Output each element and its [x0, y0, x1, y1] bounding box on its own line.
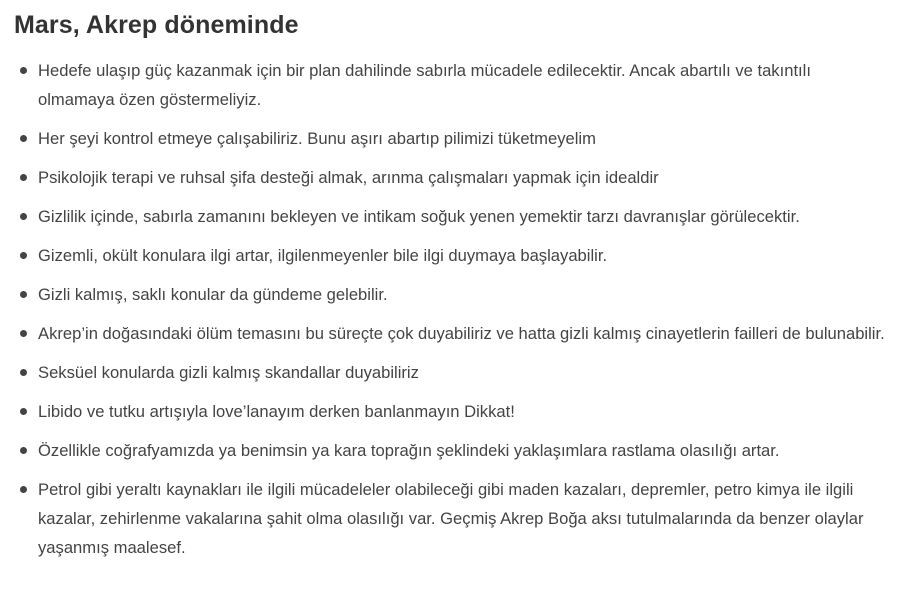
list-item: [14, 56, 886, 114]
list-item: [14, 163, 886, 192]
list-item: [14, 397, 886, 426]
bullet-dot-icon: [20, 174, 27, 181]
list-item: [14, 124, 886, 153]
bullet-dot-icon: [20, 447, 27, 454]
list-item: [14, 280, 886, 309]
list-item: [14, 241, 886, 270]
bullet-list: [14, 56, 886, 562]
bullet-dot-icon: [20, 135, 27, 142]
bullet-dot-icon: [20, 291, 27, 298]
list-item-text: Gizlilik içinde, sabırla zamanını bekleyen ve intikam soğuk yenen yemektir tarzı davranışlar görülecektir.: [38, 207, 800, 226]
list-item: [14, 358, 886, 387]
bullet-dot-icon: [20, 486, 27, 493]
list-item-text: Seksüel konularda gizli kalmış skandallar duyabiliriz: [38, 363, 419, 382]
list-item: [14, 436, 886, 465]
list-item-text: Her şeyi kontrol etmeye çalışabiliriz. Bunu aşırı abartıp pilimizi tüketmeyelim: [38, 129, 596, 148]
bullet-dot-icon: [20, 252, 27, 259]
list-item-text: Özellikle coğrafyamızda ya benimsin ya kara toprağın şeklindeki yaklaşımlara rastlama olasılığı artar.: [38, 441, 780, 460]
bullet-dot-icon: [20, 213, 27, 220]
bullet-dot-icon: [20, 330, 27, 337]
bullet-dot-icon: [20, 67, 27, 74]
list-item: [14, 202, 886, 231]
list-item-text: Petrol gibi yeraltı kaynakları ile ilgili mücadeleler olabileceği gibi maden kazaları, depremler, petro kimya ile ilgili kazalar, zehirlenme vakalarına şahit olma olasılığı var. Geçmiş Akrep Boğa aksı tutulmalarında da benzer olaylar yaşanmış maalesef.: [38, 480, 864, 557]
list-item: [14, 475, 886, 562]
bullet-dot-icon: [20, 408, 27, 415]
list-item-text: Hedefe ulaşıp güç kazanmak için bir plan dahilinde sabırla mücadele edilecektir. Ancak abartılı ve takıntılı olmamaya özen göstermeliyiz.: [38, 61, 811, 109]
list-item-text: Gizli kalmış, saklı konular da gündeme gelebilir.: [38, 285, 388, 304]
list-item-text: Gizemli, okült konulara ilgi artar, ilgilenmeyenler bile ilgi duymaya başlayabilir.: [38, 246, 608, 265]
section-heading: Mars, Akrep döneminde: [14, 11, 299, 39]
list-item: [14, 319, 886, 348]
list-item-text: Libido ve tutku artışıyla love’lanayım derken banlanmayın Dikkat!: [38, 402, 515, 421]
list-item-text: Psikolojik terapi ve ruhsal şifa desteği almak, arınma çalışmaları yapmak için idealdir: [38, 168, 659, 187]
bullet-dot-icon: [20, 369, 27, 376]
list-item-text: Akrep’in doğasındaki ölüm temasını bu süreçte çok duyabiliriz ve hatta gizli kalmış cinayetlerin failleri de bulunabilir.: [38, 324, 885, 343]
